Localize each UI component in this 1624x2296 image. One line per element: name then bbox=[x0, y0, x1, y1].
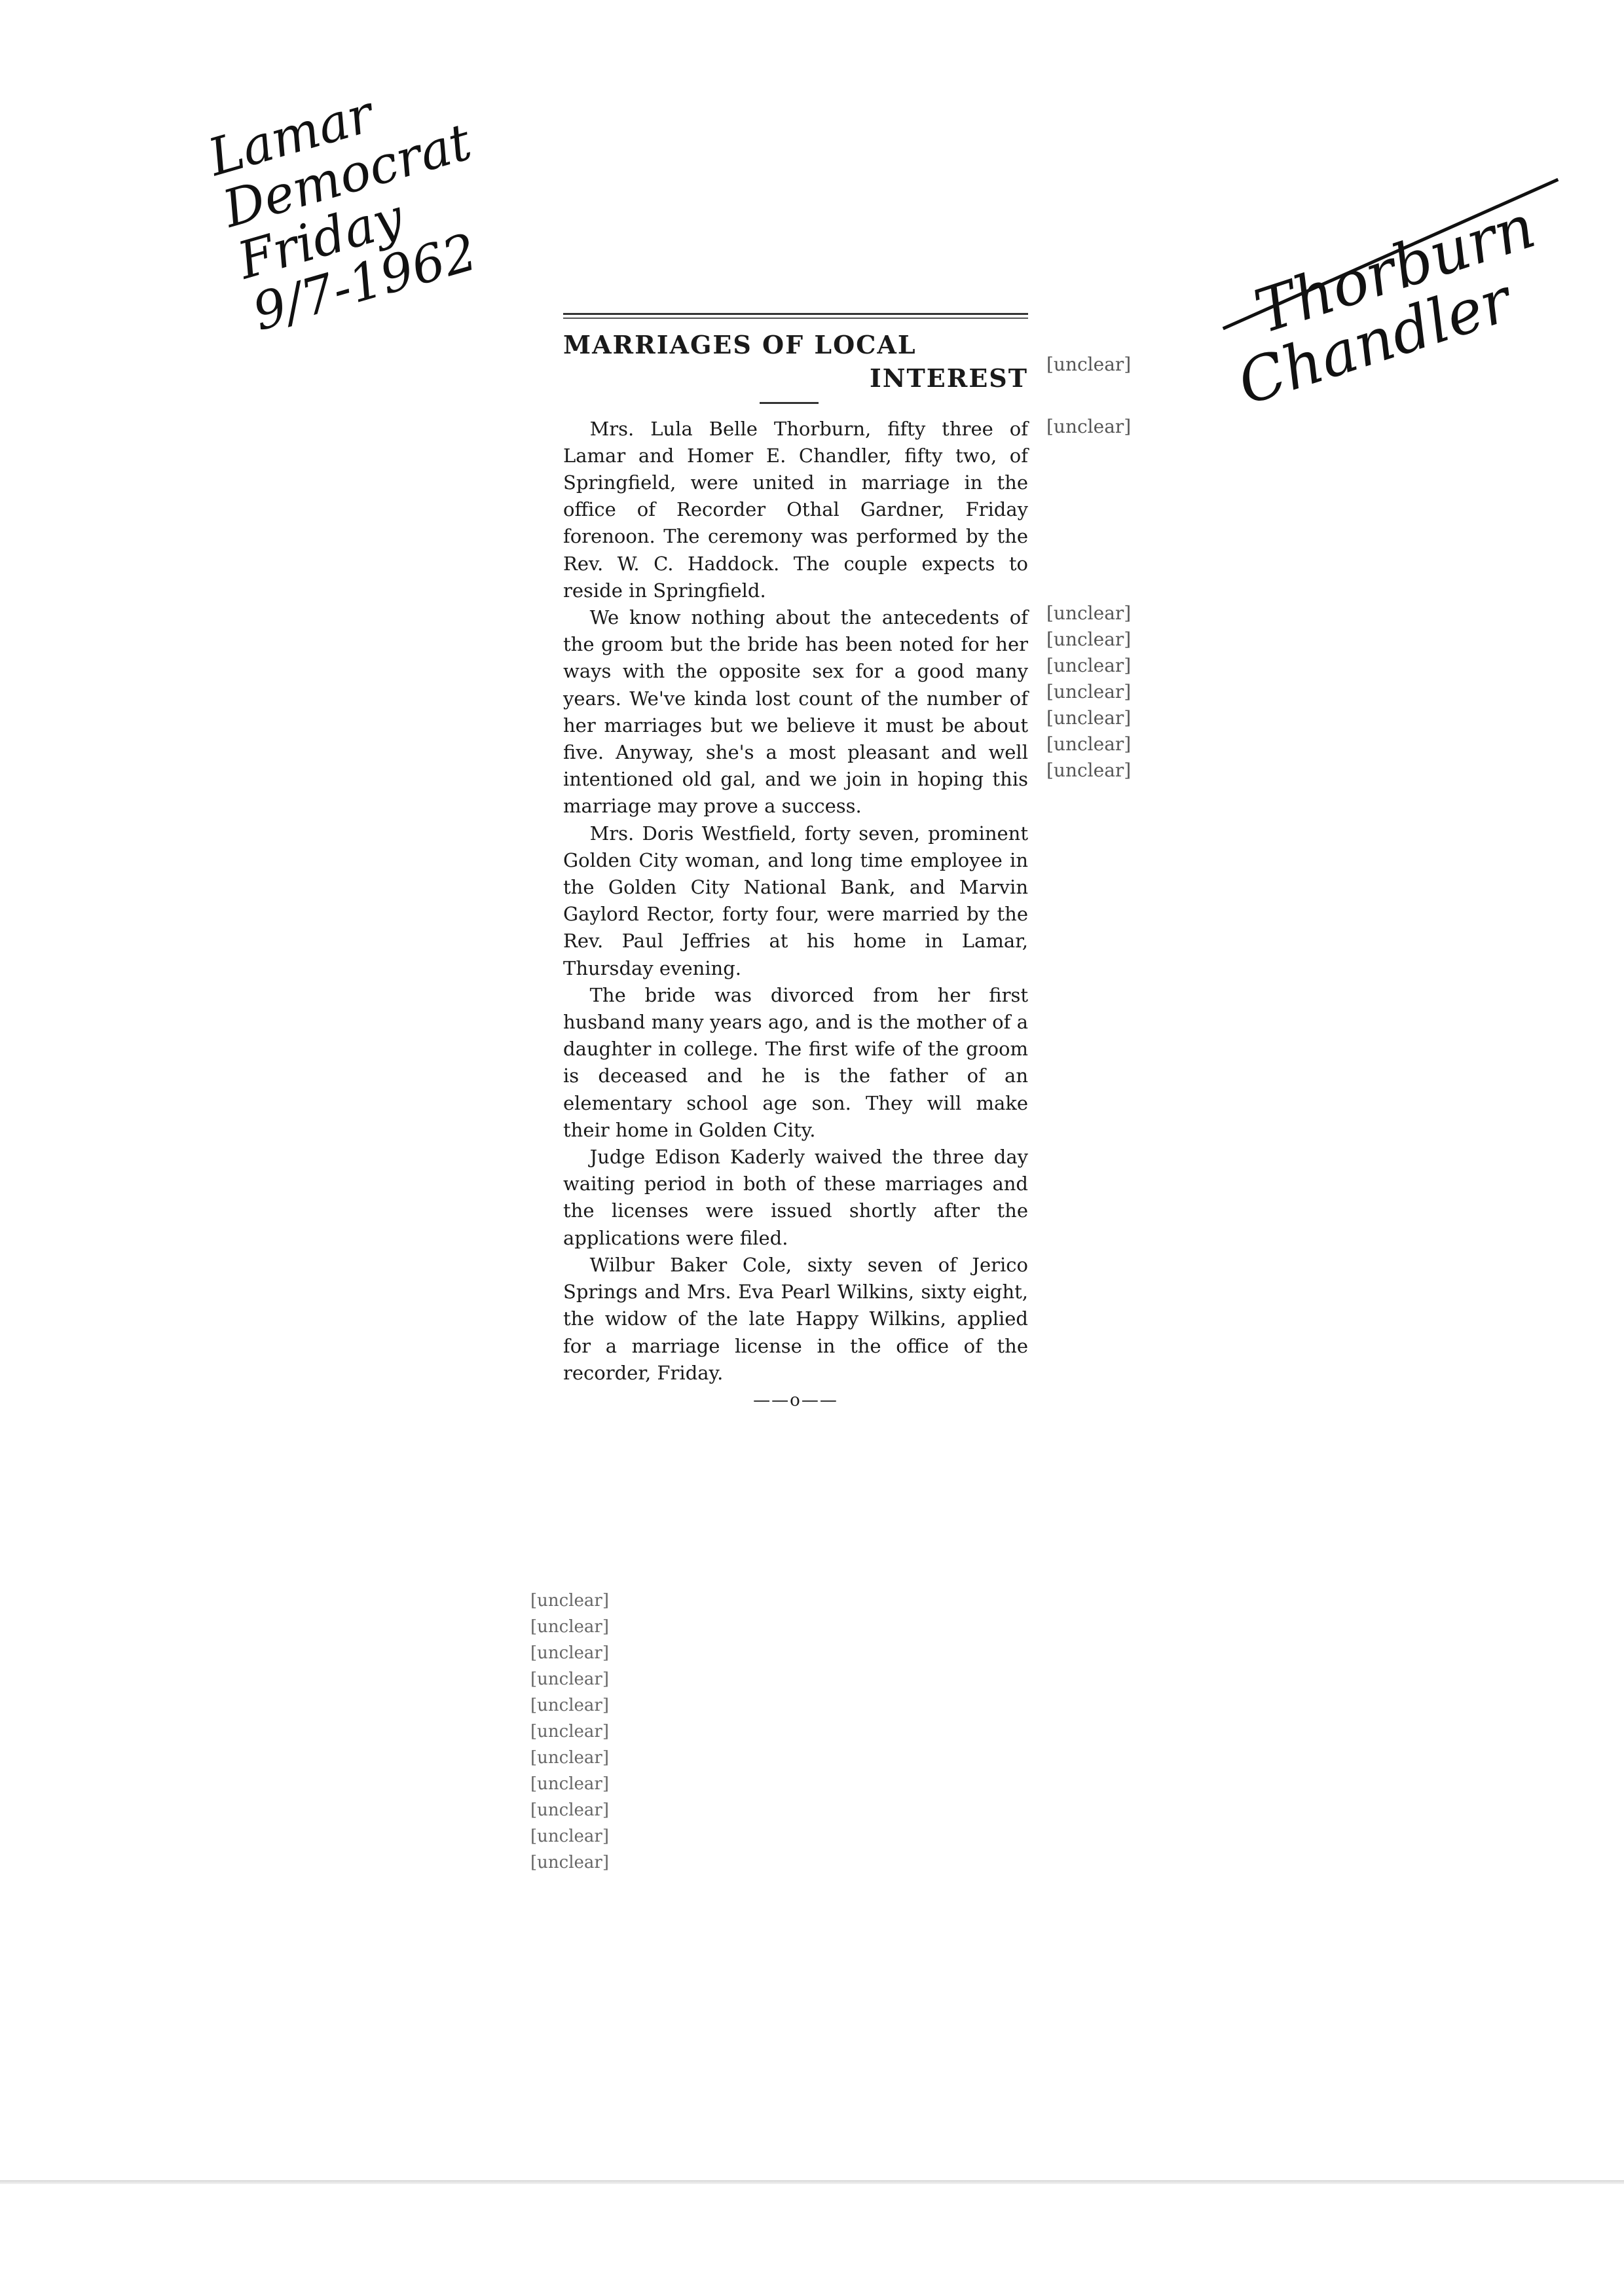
paragraph: Mrs. Lula Belle Thorburn, fifty three of Lamar and Homer E. Chandler, fifty two, of Springfield, were united in marriage in the office of Recorder Othal Gardner, Friday forenoon. The ceremony was performed by the Rev. W. C. Haddock. The couple expects to reside in Springfield. bbox=[563, 417, 1028, 602]
fragment-char: [unclear] bbox=[530, 1853, 609, 1872]
headline-divider bbox=[760, 402, 819, 404]
fragment-char: [unclear] bbox=[530, 1800, 609, 1820]
fragment-char: [unclear] bbox=[530, 1774, 609, 1794]
paragraph: Mrs. Doris Westfield, forty seven, prominent Golden City woman, and long time employee in the Golden City National Bank, and Marvin Gaylord Rector, forty four, were married by the Rev. Paul Jeffries at his home in Lamar, Thursday evening. bbox=[563, 822, 1028, 979]
article-body bbox=[563, 416, 1028, 1387]
headline-line-2: INTEREST bbox=[869, 363, 1028, 393]
fragment-char: [unclear] bbox=[530, 1669, 609, 1689]
paragraph: The bride was divorced from her first husband many years ago, and is the mother of a daughter in college. The first wife of the groom is deceased and he is the father of an elementary school age son. They will make their home in Golden City. bbox=[563, 983, 1028, 1141]
fragment-char: [unclear] bbox=[1046, 681, 1132, 702]
paragraph: We know nothing about the antecedents of the groom but the bride has been noted for her ways with the opposite sex for a good many years. We've kinda lost count of the number of her marriages but we believe it must be about five. Anyway, she's a most pleasant and well intentioned old gal, and we join in hoping this marriage may prove a success. bbox=[563, 606, 1028, 818]
top-rule bbox=[563, 313, 1028, 315]
fragment-char: [unclear] bbox=[530, 1827, 609, 1846]
article-headline bbox=[563, 328, 1028, 395]
fragment-char: [unclear] bbox=[1046, 416, 1132, 437]
top-rule-secondary bbox=[563, 318, 1028, 319]
paragraph: Judge Edison Kaderly waived the three day waiting period in both of these marriages and the licenses were issued shortly after the applications were filed. bbox=[563, 1146, 1028, 1249]
fragment-char: [unclear] bbox=[1046, 707, 1132, 729]
scan-edge bbox=[0, 2180, 1624, 2184]
end-mark: ——o—— bbox=[753, 1390, 838, 1410]
headline-line-1: MARRIAGES OF LOCAL bbox=[563, 330, 917, 359]
newspaper-clipping bbox=[563, 313, 1028, 1897]
paragraph: Wilbur Baker Cole, sixty seven of Jerico Springs and Mrs. Eva Pearl Wilkins, sixty eight, the widow of the late Happy Wilkins, applied for a marriage license in the office of the recorder, Friday. bbox=[563, 1253, 1028, 1384]
fragment-char: [unclear] bbox=[1046, 629, 1132, 650]
fragment-char: [unclear] bbox=[530, 1696, 609, 1715]
fragment-char: [unclear] bbox=[530, 1748, 609, 1768]
fragment-char: [unclear] bbox=[1046, 733, 1132, 755]
fragment-char: [unclear] bbox=[1046, 602, 1132, 624]
fragment-char: [unclear] bbox=[530, 1591, 609, 1611]
fragment-char: [unclear] bbox=[1046, 655, 1132, 676]
fragment-char: [unclear] bbox=[530, 1722, 609, 1741]
handwritten-source-note: Lamar Democrat Friday 9/7-1962 bbox=[202, 84, 483, 342]
fragment-char: [unclear] bbox=[530, 1643, 609, 1663]
fragment-char: [unclear] bbox=[530, 1617, 609, 1637]
handwritten-names-note bbox=[1192, 135, 1581, 477]
handwritten-names-text: Thorburn Chandler bbox=[1229, 191, 1543, 419]
fragment-char: [unclear] bbox=[1046, 354, 1132, 375]
fragment-char: [unclear] bbox=[1046, 759, 1132, 781]
